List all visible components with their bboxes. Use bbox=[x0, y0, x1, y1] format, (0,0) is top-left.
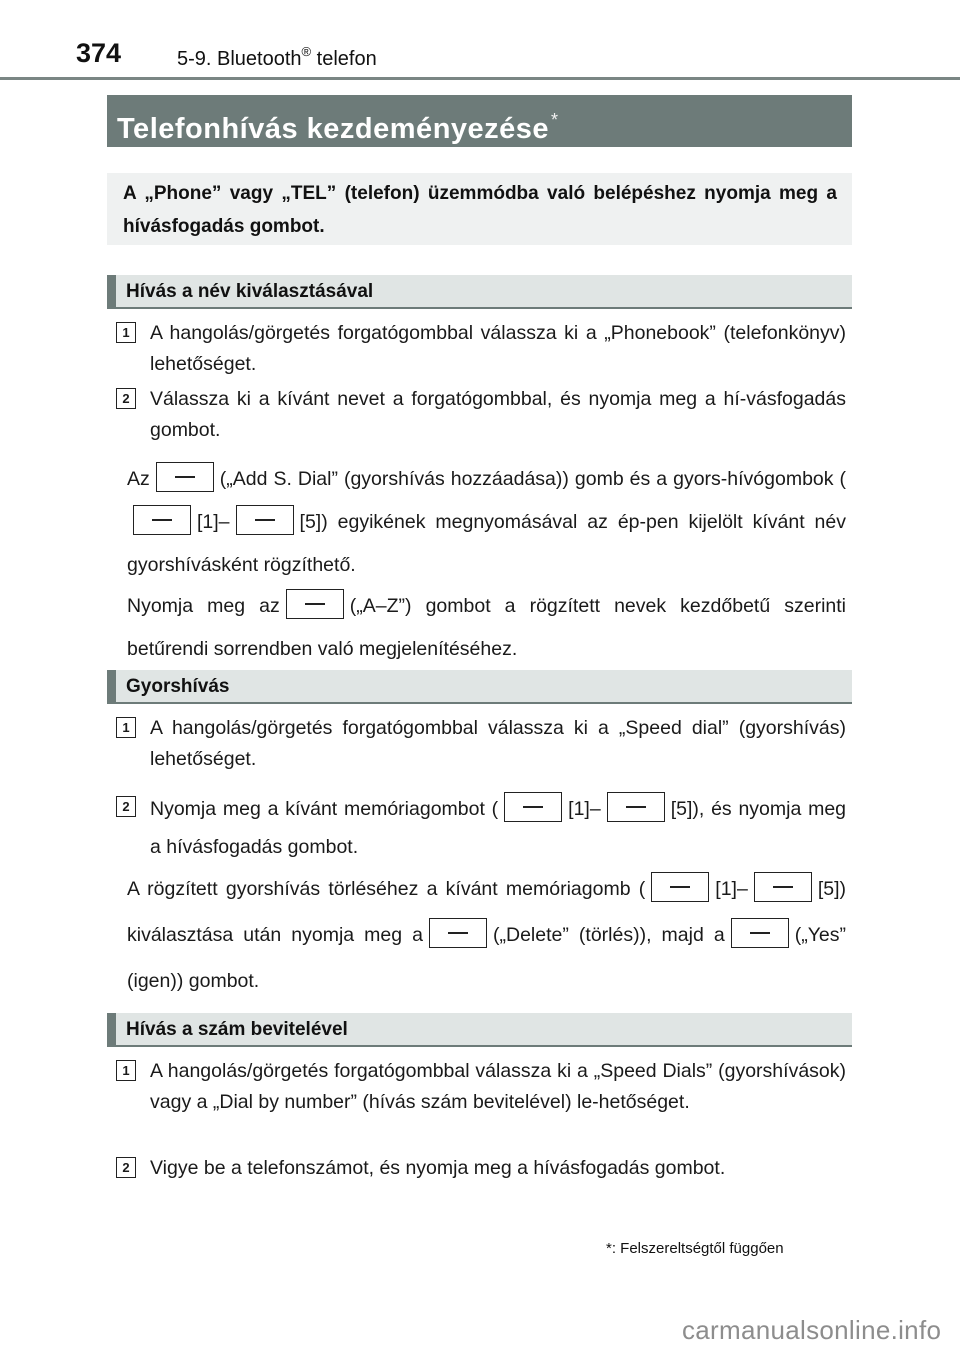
section-heading-number-call: Hívás a szám bevitelével bbox=[107, 1013, 852, 1047]
note-delete-speed-dial bbox=[127, 866, 846, 1004]
page-title bbox=[107, 95, 852, 147]
step-text-part: Nyomja meg a kívánt memóriagombot ( bbox=[150, 798, 499, 820]
note-text: Nyomja meg az bbox=[127, 595, 280, 617]
step-1 bbox=[116, 1056, 846, 1118]
step-2 bbox=[116, 790, 846, 866]
header-rule bbox=[0, 77, 960, 80]
footnote-text: : Felszereltségtől függően bbox=[611, 1240, 784, 1257]
note-a-z bbox=[127, 585, 846, 671]
note-text: [1]– bbox=[197, 511, 230, 533]
step-2 bbox=[116, 1153, 846, 1184]
step-text bbox=[150, 790, 846, 866]
intro-box: A „Phone” vagy „TEL” (telefon) üzemmódba való belépéshez nyomja meg a hívásfogadás gombot. bbox=[107, 173, 852, 245]
button-icon bbox=[156, 462, 214, 492]
note-text: („Delete” (törlés)), majd a bbox=[493, 924, 725, 946]
section-heading-speed-dial: Gyorshívás bbox=[107, 670, 852, 704]
step-1 bbox=[116, 713, 846, 775]
button-icon bbox=[651, 872, 709, 902]
note-text: [5]) kiválasztása után nyomja meg a bbox=[127, 878, 846, 946]
button-icon bbox=[133, 505, 191, 535]
step-number-badge: 1 bbox=[116, 717, 136, 738]
step-text: A hangolás/görgetés forgatógombbal válassza ki a „Speed Dials” (gyorshívások) vagy a „Dial by number” (hívás szám bevitelével) le-hetőséget. bbox=[150, 1060, 846, 1113]
note-text: („A–Z”) gombot a rögzített nevek kezdőbetű szerinti betűrendi sorrendben való megjelenítéséhez. bbox=[127, 595, 847, 660]
asterisk-icon: * bbox=[551, 110, 559, 130]
note-text: [5]) egyikének megnyomásával az ép-pen kijelölt kívánt név gyorshívásként rögzíthető. bbox=[127, 511, 846, 576]
step-text: A hangolás/görgetés forgatógombbal válassza ki a „Phonebook” (telefonkönyv) lehetőséget. bbox=[150, 322, 846, 375]
note-text: Az bbox=[127, 468, 150, 490]
step-text-part: [1]– bbox=[568, 798, 601, 820]
button-icon bbox=[286, 589, 344, 619]
step-text: Vigye be a telefonszámot, és nyomja meg a hívásfogadás gombot. bbox=[150, 1157, 726, 1179]
step-number-badge: 2 bbox=[116, 796, 136, 817]
running-header bbox=[177, 44, 377, 71]
step-number-badge: 2 bbox=[116, 1157, 136, 1178]
button-icon bbox=[429, 918, 487, 948]
note-text: A rögzített gyorshívás törléséhez a kívánt memóriagomb ( bbox=[127, 878, 646, 900]
footnote bbox=[606, 1240, 784, 1257]
step-2 bbox=[116, 384, 846, 446]
section-heading-name-call: Hívás a név kiválasztásával bbox=[107, 275, 852, 309]
step-number-badge: 2 bbox=[116, 388, 136, 409]
step-text-part: [5]), és nyomja meg a hívásfogadás gombot. bbox=[150, 798, 847, 858]
page-number: 374 bbox=[76, 38, 122, 68]
button-icon bbox=[607, 792, 665, 822]
step-text: Válassza ki a kívánt nevet a forgatógombbal, és nyomja meg a hí-vásfogadás gombot. bbox=[150, 388, 846, 441]
button-icon bbox=[754, 872, 812, 902]
step-1 bbox=[116, 318, 846, 380]
registered-mark: ® bbox=[301, 44, 312, 59]
watermark: carmanualsonline.info bbox=[682, 1315, 942, 1345]
running-header-suffix: telefon bbox=[311, 48, 377, 70]
note-text: („Add S. Dial” (gyorshívás hozzáadása)) gomb és a gyors-hívógombok ( bbox=[219, 468, 846, 490]
running-header-section: 5-9. Bluetooth bbox=[177, 48, 302, 70]
button-icon bbox=[504, 792, 562, 822]
step-number-badge: 1 bbox=[116, 322, 136, 343]
page-title-text: Telefonhívás kezdeményezése bbox=[117, 113, 550, 145]
step-text: A hangolás/görgetés forgatógombbal válassza ki a „Speed dial” (gyorshívás) lehetőséget. bbox=[150, 717, 846, 770]
note-add-speed-dial bbox=[127, 458, 846, 587]
note-text: [1]– bbox=[715, 878, 748, 900]
note-text: („Yes” (igen)) gombot. bbox=[127, 924, 847, 992]
button-icon bbox=[236, 505, 294, 535]
asterisk-icon: * bbox=[606, 1240, 612, 1257]
button-icon bbox=[731, 918, 789, 948]
step-number-badge: 1 bbox=[116, 1060, 136, 1081]
